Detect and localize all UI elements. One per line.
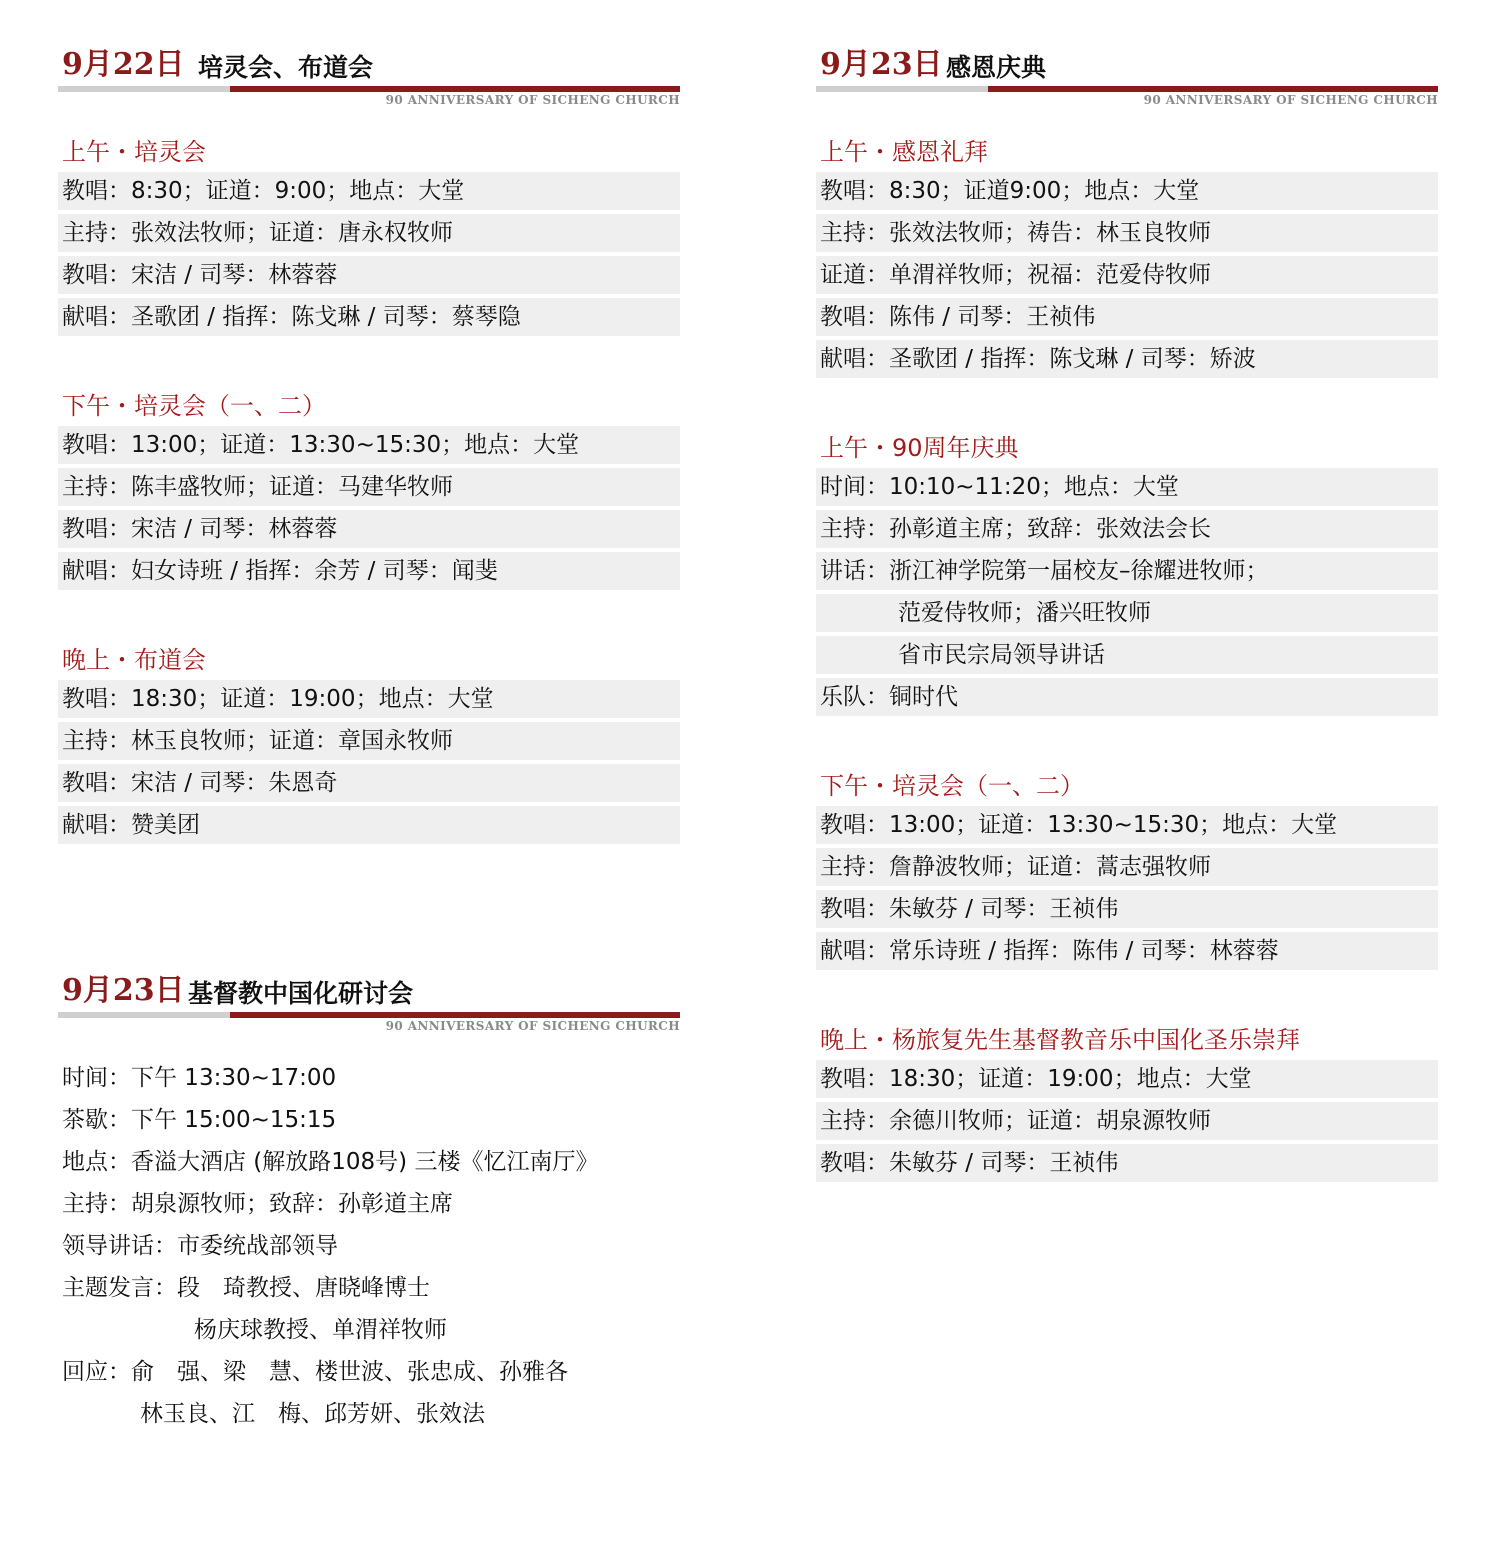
header-date: 9月23日 [820, 47, 943, 82]
section-header-sep22 [58, 48, 680, 108]
header-divider [816, 86, 1438, 92]
schedule-row: 教唱：朱敏芬 / 司琴：王祯伟 [816, 1144, 1438, 1182]
header-date: 9月23日 [62, 973, 185, 1008]
subsection-anniversary [816, 428, 1438, 720]
schedule-row: 主持：张效法牧师；证道：唐永权牧师 [58, 214, 680, 252]
schedule-row: 主持：林玉良牧师；证道：章国永牧师 [58, 722, 680, 760]
schedule-row: 主持：张效法牧师；祷告：林玉良牧师 [816, 214, 1438, 252]
schedule-row: 乐队：铜时代 [816, 678, 1438, 716]
subsection-thanksgiving-worship [816, 132, 1438, 382]
schedule-row: 教唱：18:30；证道：19:00；地点：大堂 [816, 1060, 1438, 1098]
schedule-row: 范爱侍牧师；潘兴旺牧师 [816, 594, 1438, 632]
subsection-evening-worship [816, 1020, 1438, 1186]
schedule-row: 教唱：宋洁 / 司琴：林蓉蓉 [58, 510, 680, 548]
section-header-seminar [58, 974, 680, 1034]
header-date: 9月22日 [62, 47, 185, 82]
schedule-row: 教唱：朱敏芬 / 司琴：王祯伟 [816, 890, 1438, 928]
seminar-row: 林玉良、江 梅、邱芳妍、张效法 [140, 1401, 485, 1427]
seminar-row: 主题发言：段 琦教授、唐晓峰博士 [62, 1275, 430, 1301]
schedule-row: 献唱：常乐诗班 / 指挥：陈伟 / 司琴：林蓉蓉 [816, 932, 1438, 970]
seminar-row: 主持：胡泉源牧师；致辞：孙彰道主席 [62, 1191, 453, 1217]
schedule-row: 献唱：妇女诗班 / 指挥：余芳 / 司琴：闻斐 [58, 552, 680, 590]
schedule-row: 献唱：赞美团 [58, 806, 680, 844]
subsection-afternoon [816, 766, 1438, 974]
schedule-row: 教唱：13:00；证道：13:30~15:30；地点：大堂 [58, 426, 680, 464]
schedule-row: 时间：10:10~11:20；地点：大堂 [816, 468, 1438, 506]
schedule-row: 主持：孙彰道主席；致辞：张效法会长 [816, 510, 1438, 548]
seminar-row: 时间：下午 13:30~17:00 [62, 1065, 337, 1091]
seminar-row: 回应：俞 强、梁 慧、楼世波、张忠成、孙雅各 [62, 1359, 568, 1385]
subsection-title: 晚上・杨旅复先生基督教音乐中国化圣乐崇拜 [820, 1026, 1300, 1054]
seminar-row: 茶歇：下午 15:00~15:15 [62, 1107, 337, 1133]
subsection-title: 上午・感恩礼拜 [820, 138, 988, 166]
header-subtitle: 90 ANNIVERSARY OF SICHENG CHURCH [1143, 93, 1438, 107]
header-subtitle: 90 ANNIVERSARY OF SICHENG CHURCH [385, 1019, 680, 1033]
schedule-row: 省市民宗局领导讲话 [816, 636, 1438, 674]
schedule-row: 教唱：18:30；证道：19:00；地点：大堂 [58, 680, 680, 718]
header-divider [58, 1012, 680, 1018]
schedule-row: 教唱：8:30；证道：9:00；地点：大堂 [58, 172, 680, 210]
header-divider [58, 86, 680, 92]
header-title: 培灵会、布道会 [198, 53, 374, 82]
schedule-row: 主持：詹静波牧师；证道：蒿志强牧师 [816, 848, 1438, 886]
subsection-afternoon [58, 386, 680, 594]
subsection-evening [58, 640, 680, 848]
section-header-sep23 [816, 48, 1438, 108]
schedule-row: 教唱：13:00；证道：13:30~15:30；地点：大堂 [816, 806, 1438, 844]
schedule-row: 教唱：陈伟 / 司琴：王祯伟 [816, 298, 1438, 336]
schedule-row: 主持：余德川牧师；证道：胡泉源牧师 [816, 1102, 1438, 1140]
subsection-title: 上午・90周年庆典 [820, 434, 1019, 462]
seminar-details [58, 1057, 680, 1435]
schedule-row: 教唱：宋洁 / 司琴：林蓉蓉 [58, 256, 680, 294]
subsection-title: 上午・培灵会 [62, 138, 206, 166]
schedule-row: 教唱：8:30；证道9:00；地点：大堂 [816, 172, 1438, 210]
subsection-morning [58, 132, 680, 340]
schedule-row: 证道：单渭祥牧师；祝福：范爱侍牧师 [816, 256, 1438, 294]
subsection-title: 下午・培灵会（一、二） [820, 772, 1084, 800]
schedule-row: 主持：陈丰盛牧师；证道：马建华牧师 [58, 468, 680, 506]
schedule-row: 献唱：圣歌团 / 指挥：陈戈琳 / 司琴：蔡琴隐 [58, 298, 680, 336]
header-title: 感恩庆典 [946, 53, 1047, 82]
subsection-title: 下午・培灵会（一、二） [62, 392, 326, 420]
subsection-title: 晚上・布道会 [62, 646, 206, 674]
header-subtitle: 90 ANNIVERSARY OF SICHENG CHURCH [385, 93, 680, 107]
schedule-row: 献唱：圣歌团 / 指挥：陈戈琳 / 司琴：矫波 [816, 340, 1438, 378]
seminar-row: 领导讲话：市委统战部领导 [62, 1233, 338, 1259]
header-title: 基督教中国化研讨会 [188, 979, 414, 1008]
schedule-row: 讲话：浙江神学院第一届校友–徐耀进牧师； [816, 552, 1438, 590]
seminar-row: 杨庆球教授、单渭祥牧师 [194, 1317, 447, 1343]
schedule-row: 教唱：宋洁 / 司琴：朱恩奇 [58, 764, 680, 802]
seminar-row: 地点：香溢大酒店 (解放路108号) 三楼《忆江南厅》 [62, 1149, 599, 1175]
